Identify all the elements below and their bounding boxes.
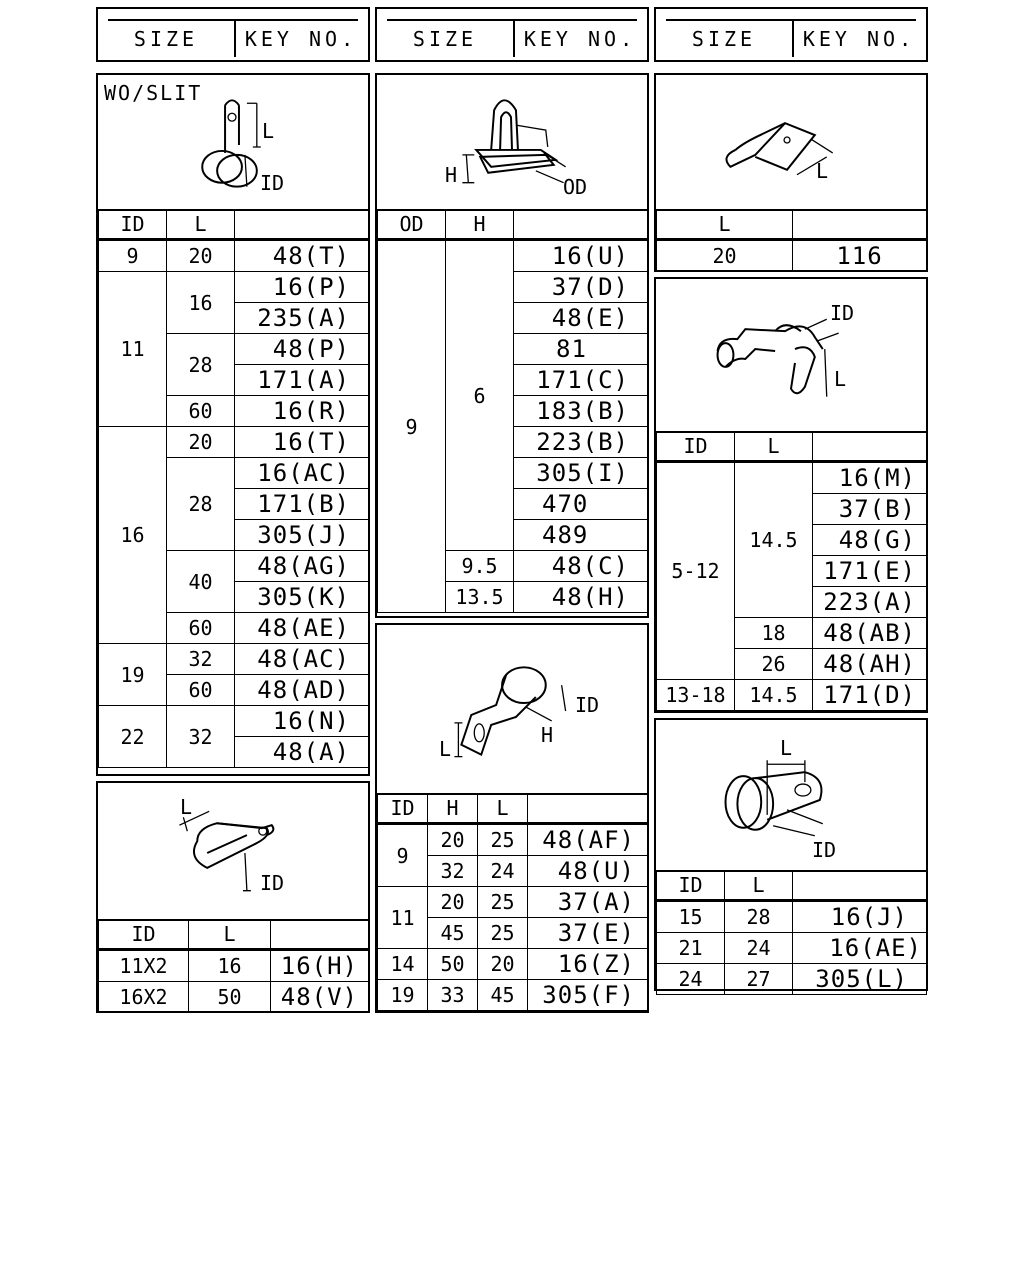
col-header-id: ID [657, 432, 735, 462]
cell-id: 19 [378, 980, 428, 1011]
ring-clamp-table [656, 870, 927, 995]
cell-key: 16(R) [235, 396, 369, 427]
cell-key: 16(AE) [793, 933, 927, 964]
cell-key: 235(A) [235, 303, 369, 334]
key-label: KEY NO. [244, 27, 358, 51]
cell-l: 16 [189, 950, 271, 982]
cell-key: 223(A) [813, 587, 927, 618]
cell-l: 27 [725, 964, 793, 995]
header-size-key-1 [96, 7, 370, 62]
cell-key: 305(I) [514, 458, 648, 489]
col-header-key [793, 210, 927, 240]
header-size-cell [377, 21, 515, 57]
figure-bent-clip [656, 75, 926, 211]
size-label: SIZE [412, 27, 478, 51]
size-label: SIZE [133, 27, 199, 51]
col-header-key [514, 210, 648, 240]
cell-l: 14.5 [735, 462, 813, 618]
cell-key: 16(U) [514, 240, 648, 272]
cell-id: 11 [378, 887, 428, 949]
dim-id: ID [812, 838, 837, 862]
cell-id: 14 [378, 949, 428, 980]
cell-key: 48(V) [271, 982, 369, 1013]
cell-h: 6 [446, 240, 514, 551]
cell-id: 16X2 [99, 982, 189, 1013]
col-header-key [271, 920, 369, 950]
col-header-id: ID [657, 871, 725, 901]
header-size-cell [656, 21, 794, 57]
cell-key: 16(T) [235, 427, 369, 458]
cell-h: 9.5 [446, 551, 514, 582]
bent-clip-table [656, 209, 927, 272]
cell-key: 171(B) [235, 489, 369, 520]
header-size-key-3 [654, 7, 928, 62]
cell-l: 40 [167, 551, 235, 613]
cell-key: 171(E) [813, 556, 927, 587]
cell-h: 32 [428, 856, 478, 887]
header-size-key-2 [375, 7, 649, 62]
cell-key: 16(J) [793, 901, 927, 933]
col-header-l: L [478, 794, 528, 824]
cell-l: 14.5 [735, 680, 813, 711]
col-header-id: ID [378, 794, 428, 824]
col-header-h: H [428, 794, 478, 824]
figure-p-clamp [377, 625, 647, 795]
cell-l: 28 [167, 458, 235, 551]
cell-key: 223(B) [514, 427, 648, 458]
loop-clamp-table [98, 919, 369, 1013]
cell-l: 60 [167, 675, 235, 706]
dim-l: L [262, 119, 275, 143]
figure-double-clip [656, 279, 926, 433]
cell-key: 305(K) [235, 582, 369, 613]
cell-key: 37(B) [813, 494, 927, 525]
cell-key: 171(A) [235, 365, 369, 396]
col-header-l: L [725, 871, 793, 901]
panel-wo-slit-clamp [96, 73, 370, 776]
cell-l: 45 [478, 980, 528, 1011]
double-clip-drawing [656, 279, 926, 431]
panel-double-clip [654, 277, 928, 713]
cell-id: 22 [99, 706, 167, 768]
panel-p-clamp [375, 623, 649, 1013]
cell-l: 28 [725, 901, 793, 933]
wo-slit-table [98, 209, 369, 768]
dim-l: L [780, 736, 793, 760]
panel-bent-clip [654, 73, 928, 272]
cell-key: 48(H) [514, 582, 648, 613]
size-label: SIZE [691, 27, 757, 51]
cell-key: 16(P) [235, 272, 369, 303]
cell-key: 116 [793, 240, 927, 272]
loop-clamp-drawing [98, 783, 368, 919]
p-clamp-drawing [377, 625, 647, 793]
cell-key: 48(AD) [235, 675, 369, 706]
cell-h: 45 [428, 918, 478, 949]
cell-key: 37(A) [528, 887, 648, 918]
cell-l: 16 [167, 272, 235, 334]
cell-h: 20 [428, 887, 478, 918]
cell-l: 32 [167, 644, 235, 675]
figure-od-h-clip [377, 75, 647, 211]
header-key-cell [236, 21, 366, 57]
col-header-l: L [657, 210, 793, 240]
dim-l: L [439, 737, 452, 761]
cell-l: 20 [167, 240, 235, 272]
dim-l: L [834, 367, 847, 391]
cell-key: 48(T) [235, 240, 369, 272]
dim-id: ID [575, 693, 600, 717]
cell-key: 48(AC) [235, 644, 369, 675]
cell-key: 48(U) [528, 856, 648, 887]
cell-key: 48(AF) [528, 824, 648, 856]
cell-l: 26 [735, 649, 813, 680]
cell-key: 81 [514, 334, 648, 365]
cell-l: 18 [735, 618, 813, 649]
figure-label: WO/SLIT [104, 81, 203, 105]
dim-id: ID [260, 871, 285, 895]
dim-h: H [541, 723, 554, 747]
figure-wo-slit [98, 75, 368, 211]
col-header-id: ID [99, 210, 167, 240]
cell-key: 48(AE) [235, 613, 369, 644]
cell-id: 9 [378, 824, 428, 887]
cell-l: 60 [167, 396, 235, 427]
cell-h: 50 [428, 949, 478, 980]
cell-key: 48(E) [514, 303, 648, 334]
p-clamp-table [377, 793, 648, 1011]
cell-key: 305(L) [793, 964, 927, 995]
cell-id: 21 [657, 933, 725, 964]
cell-h: 33 [428, 980, 478, 1011]
col-header-od: OD [378, 210, 446, 240]
col-header-l: L [189, 920, 271, 950]
col-header-key [793, 871, 927, 901]
od-h-clip-drawing [377, 75, 647, 209]
cell-id: 15 [657, 901, 725, 933]
cell-key: 16(N) [235, 706, 369, 737]
cell-key: 16(M) [813, 462, 927, 494]
cell-l: 20 [478, 949, 528, 980]
cell-key: 183(B) [514, 396, 648, 427]
cell-key: 48(AG) [235, 551, 369, 582]
bent-clip-drawing [656, 75, 926, 209]
cell-l: 60 [167, 613, 235, 644]
dim-l: L [816, 159, 829, 183]
cell-key: 16(H) [271, 950, 369, 982]
cell-id: 9 [99, 240, 167, 272]
cell-key: 171(C) [514, 365, 648, 396]
cell-l: 25 [478, 918, 528, 949]
cell-key: 48(AB) [813, 618, 927, 649]
od-h-clip-table [377, 209, 648, 613]
cell-l: 25 [478, 824, 528, 856]
cell-id: 19 [99, 644, 167, 706]
key-label: KEY NO. [523, 27, 637, 51]
cell-l: 24 [725, 933, 793, 964]
cell-key: 470 [514, 489, 648, 520]
cell-id: 5-12 [657, 462, 735, 680]
cell-key: 16(AC) [235, 458, 369, 489]
cell-h: 20 [428, 824, 478, 856]
figure-ring-clamp [656, 720, 926, 872]
cell-id: 24 [657, 964, 725, 995]
col-header-id: ID [99, 920, 189, 950]
cell-od: 9 [378, 240, 446, 613]
cell-key: 305(F) [528, 980, 648, 1011]
cell-key: 489 [514, 520, 648, 551]
cell-key: 48(G) [813, 525, 927, 556]
cell-l: 50 [189, 982, 271, 1013]
col-header-key [813, 432, 927, 462]
cell-id: 11 [99, 272, 167, 427]
cell-l: 28 [167, 334, 235, 396]
cell-h: 13.5 [446, 582, 514, 613]
col-header-l: L [735, 432, 813, 462]
cell-l: 32 [167, 706, 235, 768]
cell-key: 48(A) [235, 737, 369, 768]
wo-slit-clamp-drawing [98, 75, 368, 209]
figure-loop-clamp [98, 783, 368, 921]
cell-key: 171(D) [813, 680, 927, 711]
dim-h: H [445, 163, 458, 187]
cell-key: 37(E) [528, 918, 648, 949]
panel-od-h-clip [375, 73, 649, 618]
col-header-key [235, 210, 369, 240]
header-size-cell [98, 21, 236, 57]
col-header-key [528, 794, 648, 824]
cell-id: 13-18 [657, 680, 735, 711]
cell-l: 25 [478, 887, 528, 918]
key-label: KEY NO. [802, 27, 916, 51]
double-clip-table [656, 431, 927, 711]
cell-key: 16(Z) [528, 949, 648, 980]
dim-id: ID [830, 301, 855, 325]
cell-l: 20 [167, 427, 235, 458]
panel-ring-clamp [654, 718, 928, 991]
cell-id: 16 [99, 427, 167, 644]
col-header-h: H [446, 210, 514, 240]
cell-id: 11X2 [99, 950, 189, 982]
dim-od: OD [563, 175, 588, 199]
panel-loop-clamp [96, 781, 370, 1013]
cell-l: 20 [657, 240, 793, 272]
cell-key: 305(J) [235, 520, 369, 551]
cell-l: 24 [478, 856, 528, 887]
cell-key: 48(P) [235, 334, 369, 365]
dim-l: L [180, 795, 193, 819]
header-key-cell [794, 21, 924, 57]
cell-key: 48(C) [514, 551, 648, 582]
dim-id: ID [260, 171, 285, 195]
header-key-cell [515, 21, 645, 57]
cell-key: 48(AH) [813, 649, 927, 680]
col-header-l: L [167, 210, 235, 240]
cell-key: 37(D) [514, 272, 648, 303]
